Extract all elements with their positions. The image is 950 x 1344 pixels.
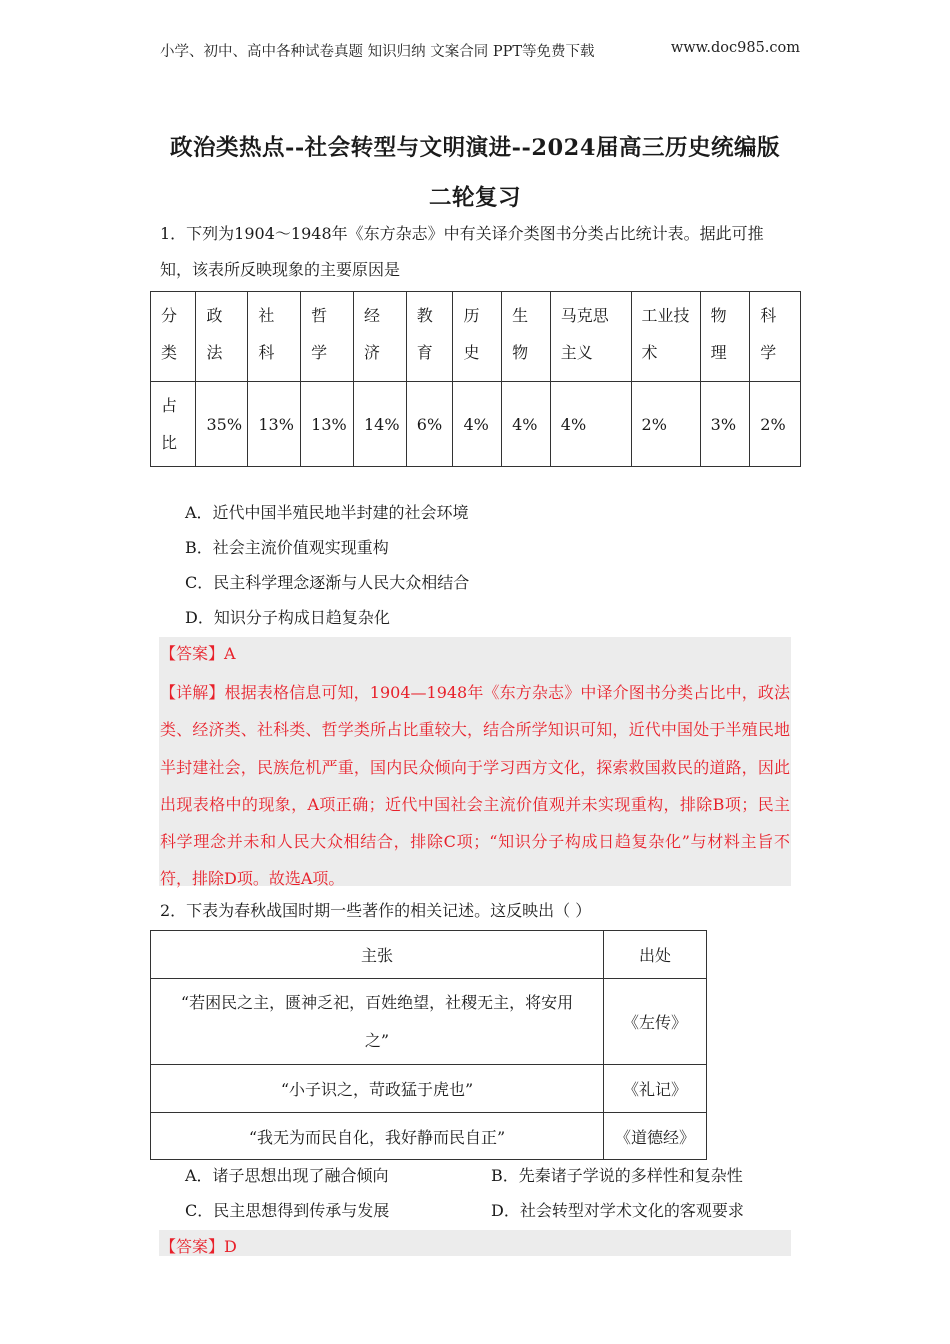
q2-option-c: C．民主思想得到传承与发展 [185, 1201, 390, 1220]
q1-table-header-row [151, 292, 801, 382]
q1-stem-line1: 1．下列为1904～1948年《东方杂志》中有关译介类图书分类占比统计表。据此可推 [160, 224, 764, 243]
q1-header-cell: 分 类 [151, 292, 196, 382]
q1-value-cell: 14% [353, 382, 406, 467]
q2-table-row [151, 979, 707, 1065]
q1-option-c: C．民主科学理念逐渐与人民大众相结合 [185, 573, 470, 592]
q1-header-cell: 经 济 [353, 292, 406, 382]
q2-source-cell: 《道德经》 [604, 1113, 707, 1160]
q1-header-cell: 科 学 [750, 292, 801, 382]
q1-header-cell: 工业技 术 [631, 292, 700, 382]
header-site-link[interactable]: www.doc985.com [670, 40, 800, 56]
q1-value-cell: 13% [301, 382, 354, 467]
q2-table-row [151, 1065, 707, 1113]
q1-header-cell: 哲 学 [301, 292, 354, 382]
q2-source-cell: 《礼记》 [604, 1065, 707, 1113]
q2-quote-cell: “若困民之主，匮神乏祀，百姓绝望，社稷无主，将安用 之” [151, 979, 604, 1065]
q2-table [150, 930, 707, 1160]
q1-header-cell: 政 法 [196, 292, 248, 382]
q1-header-cell: 历 史 [453, 292, 502, 382]
q1-value-cell: 13% [248, 382, 301, 467]
q1-value-cell: 2% [631, 382, 700, 467]
q1-value-cell: 2% [750, 382, 801, 467]
q2-table-header-row [151, 931, 707, 979]
q1-table [150, 291, 801, 467]
q2-answer-box [159, 1230, 791, 1256]
q2-answer: 【答案】D [160, 1237, 237, 1256]
q1-stem-line2: 知，该表所反映现象的主要原因是 [160, 260, 401, 279]
q2-source-cell: 《左传》 [604, 979, 707, 1065]
page-header [160, 40, 800, 61]
q1-stem [160, 216, 790, 288]
q1-value-cell: 35% [196, 382, 248, 467]
page-title-line1: 政治类热点--社会转型与文明演进--2024届高三历史统编版 [170, 135, 780, 161]
q1-answer: 【答案】A [160, 644, 236, 663]
q2-option-d: D．社会转型对学术文化的客观要求 [491, 1201, 744, 1220]
q1-value-cell: 6% [406, 382, 453, 467]
q2-table-row [151, 1113, 707, 1160]
q2-option-b: B．先秦诸子学说的多样性和复杂性 [491, 1166, 743, 1185]
q1-table-value-row [151, 382, 801, 467]
page-title-line2: 二轮复习 [428, 185, 521, 211]
q2-option-a: A．诸子思想出现了融合倾向 [185, 1166, 389, 1185]
q1-header-cell: 教 育 [406, 292, 453, 382]
q1-detail: 【详解】根据表格信息可知，1904—1948年《东方杂志》中译介图书分类占比中，政法类、经济类、社科类、哲学类所占比重较大，结合所学知识可知，近代中国处于半殖民地半封建社会，民族危机严重，国内民众倾向于学习西方文化，探索救国救民的道路，因此出现表格中的现象，A项正确；近代中国社会主流价值观并未实现重构，排除B项；民主科学理念并未和人民大众相结合，排除C项；“知识分子构成日趋复杂化”与材料主旨不符，排除D项。故选A项。 [160, 683, 790, 889]
q1-header-cell: 马克思 主义 [550, 292, 631, 382]
q2-quote-cell: “我无为而民自化，我好静而民自正” [151, 1113, 604, 1160]
q1-header-cell: 生 物 [502, 292, 551, 382]
q1-option-d: D．知识分子构成日趋复杂化 [185, 608, 390, 627]
q1-value-cell: 4% [453, 382, 502, 467]
q1-header-cell: 物 理 [700, 292, 750, 382]
q1-option-a: A．近代中国半殖民地半封建的社会环境 [185, 503, 469, 522]
q2-header-source: 出处 [604, 931, 707, 979]
q1-row-label: 占 比 [151, 382, 196, 467]
q1-value-cell: 3% [700, 382, 750, 467]
q2-stem: 2．下表为春秋战国时期一些著作的相关记述。这反映出（ ） [160, 901, 592, 920]
q2-quote-cell: “小子识之，苛政猛于虎也” [151, 1065, 604, 1113]
q1-value-cell: 4% [502, 382, 551, 467]
q2-header-claim: 主张 [151, 931, 604, 979]
q1-option-b: B．社会主流价值观实现重构 [185, 538, 389, 557]
q1-header-cell: 社 科 [248, 292, 301, 382]
q1-value-cell: 4% [550, 382, 631, 467]
header-text: 小学、初中、高中各种试卷真题 知识归纳 文案合同 PPT等免费下载 [160, 44, 595, 60]
